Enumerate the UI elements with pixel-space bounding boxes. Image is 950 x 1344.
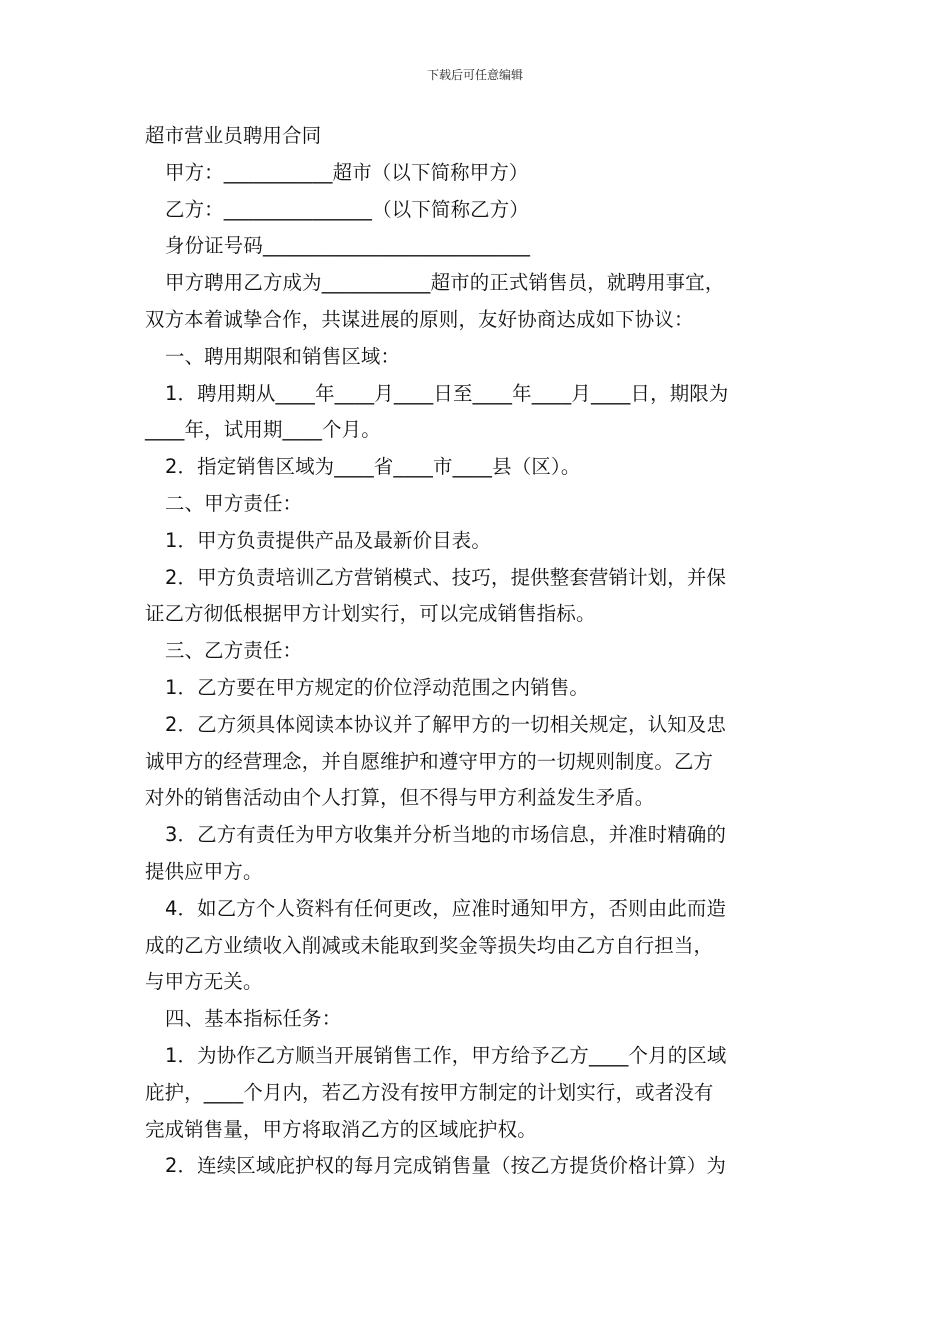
section-3-item-4-line-1: 4．如乙方个人资料有任何更改，应准时通知甲方，否则由此而造 — [165, 896, 727, 920]
party-a-line: 甲方：___________超市（以下简称甲方） — [165, 160, 529, 184]
party-b-line: 乙方：_______________（以下简称乙方） — [165, 197, 529, 221]
section-3-item-3-line-2: 提供应甲方。 — [145, 859, 263, 883]
section-1-item-2: 2．指定销售区域为____省____市____县（区）。 — [165, 455, 581, 479]
section-3-item-2-line-3: 对外的销售活动由个人打算，但不得与甲方利益发生矛盾。 — [145, 786, 655, 810]
section-4-item-1-line-3: 完成销售量，甲方将取消乙方的区域庇护权。 — [145, 1117, 537, 1141]
section-3-item-4-line-2: 成的乙方业绩收入削减或未能取到奖金等损失均由乙方自行担当， — [145, 933, 714, 957]
intro-line-1: 甲方聘用乙方成为___________超市的正式销售员，就聘用事宜， — [165, 271, 725, 295]
section-3-item-4-line-3: 与甲方无关。 — [145, 970, 263, 994]
section-3-item-2-line-1: 2．乙方须具体阅读本协议并了解甲方的一切相关规定，认知及忠 — [165, 712, 727, 736]
section-3-item-2-line-2: 诚甲方的经营理念，并自愿维护和遵守甲方的一切规则制度。乙方 — [145, 749, 714, 773]
section-2-item-2-line-1: 2．甲方负责培训乙方营销模式、技巧，提供整套营销计划，并保 — [165, 565, 727, 589]
section-4-item-1-line-1: 1．为协作乙方顺当开展销售工作，甲方给予乙方____个月的区域 — [165, 1043, 727, 1067]
intro-line-2: 双方本着诚挚合作，共谋进展的原则，友好协商达成如下协议： — [145, 307, 694, 331]
section-4-item-2-line-1: 2．连续区域庇护权的每月完成销售量（按乙方提货价格计算）为 — [165, 1154, 727, 1178]
section-1-heading: 一、聘用期限和销售区域： — [165, 344, 401, 368]
page-header-note: 下载后可任意编辑 — [426, 68, 523, 82]
section-4-item-1-line-2: 庇护，____个月内，若乙方没有按甲方制定的计划实行，或者没有 — [145, 1080, 714, 1104]
section-1-item-1-line-2: ____年，试用期____个月。 — [145, 418, 381, 442]
section-2-heading: 二、甲方责任： — [165, 491, 303, 515]
section-3-item-1: 1．乙方要在甲方规定的价位浮动范围之内销售。 — [165, 675, 589, 699]
section-3-item-3-line-1: 3．乙方有责任为甲方收集并分析当地的市场信息，并准时精确的 — [165, 823, 727, 847]
section-3-heading: 三、乙方责任： — [165, 639, 303, 663]
section-1-item-1-line-1: 1．聘用期从____年____月____日至____年____月____日，期限为 — [165, 381, 729, 405]
section-2-item-1: 1．甲方负责提供产品及最新价目表。 — [165, 528, 491, 552]
contract-body — [145, 118, 810, 1185]
section-4-heading: 四、基本指标任务： — [165, 1007, 342, 1031]
section-2-item-2-line-2: 证乙方彻低根据甲方计划实行，可以完成销售指标。 — [145, 602, 596, 626]
document-title: 超市营业员聘用合同 — [145, 124, 322, 147]
id-number-line: 身份证号码___________________________ — [165, 234, 531, 258]
